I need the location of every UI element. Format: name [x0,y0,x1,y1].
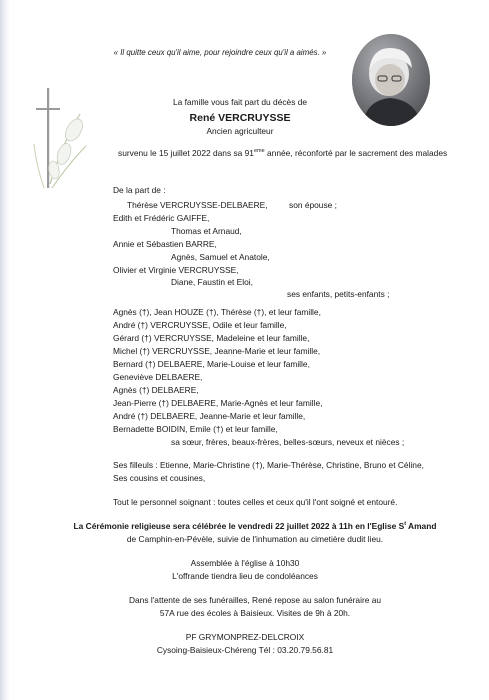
child-line: Olivier et Virginie VERCRUYSSE, [113,265,239,275]
child-line: Edith et Frédéric GAIFFE, [113,213,210,223]
sibling-line: Michel (†) VERCRUYSSE, Jeanne-Marie et leur famille, [113,346,321,356]
ceremony-line-2: de Camphin-en-Pévèle, suivie de l'inhumation au cimetière dudit lieu. [126,534,384,544]
death-line [118,149,447,157]
sibling-line: Jean-Pierre (†) DELBAERE, Marie-Agnès et leur famille, [113,398,323,408]
death-line-post: année, réconforté par le sacrement des malades [264,148,448,158]
godchildren-line: Ses filleuls : Etienne, Marie-Christine (†), Marie-Thérèse, Christine, Bruno et Céline, [113,460,424,470]
deceased-title: Ancien agriculteur [206,126,274,136]
sibling-line: Bernadette BOIDIN, Emile (†) et leur famille, [113,424,278,434]
child-line: Diane, Faustin et Eloi, [171,277,253,287]
pf-name: PF GRYMONPREZ-DELCROIX [185,632,305,642]
sibling-line: André (†) DELBAERE, Jeanne-Marie et leur famille, [113,411,306,421]
spouse-role: son épouse ; [289,200,337,210]
sibling-line: Agnès (†), Jean HOUZE (†), Thérèse (†), et leur famille, [113,307,321,317]
children-role: ses enfants, petits-enfants ; [287,289,390,299]
announce-text: La famille vous fait part du décès de [172,97,308,107]
child-line: Agnès, Samuel et Anatole, [171,252,270,262]
sibling-line: Gérard (†) VERCRUYSSE, Madeleine et leur famille, [113,333,310,343]
family-intro: De la part de : [113,185,166,195]
portrait-photo [352,34,430,126]
ceremony-text-end: Amand [406,521,437,531]
sibling-line: Agnès (†) DELBAERE, [113,385,199,395]
pf-contact: Cysoing-Baisieux-Chéreng Tél : 03.20.79.56.81 [156,645,334,655]
child-line: Thomas et Arnaud, [171,226,242,236]
deceased-name: René VERCRUYSSE [189,112,291,124]
siblings-role: sa sœur, frères, beaux-frères, belles-sœurs, neveux et nièces ; [171,437,405,447]
cousins-line: Ses cousins et cousines, [113,473,206,483]
ceremony-sup: t [404,521,407,528]
funeral-line-1: Dans l'attente de ses funérailles, René repose au salon funéraire au [128,595,382,605]
page-edge-shadow [0,0,10,700]
cross-lily-decoration [30,84,90,194]
portrait-photo-art [352,34,430,126]
sibling-line: Geneviève DELBAERE, [113,372,203,382]
quote-text: « Il quitte ceux qu'il aime, pour rejoindre ceux qu'il a aimés. » [113,48,327,57]
ceremony-line [40,522,470,530]
death-line-sup: eme [253,148,265,155]
assembly-line: Assemblée à l'église à 10h30 [190,558,300,568]
spouse-line: Thérèse VERCRUYSSE-DELBAERE, [127,200,268,210]
child-line: Annie et Sébastien BARRE, [113,239,217,249]
death-line-pre: survenu le 15 juillet 2022 dans sa 91 [118,148,254,158]
funeral-line-2: 57A rue des écoles à Baisieux. Visites de 9h à 20h. [159,608,351,618]
ceremony-text: La Cérémonie religieuse sera célébrée le vendredi 22 juillet 2022 à 11h en l'Eglise S [73,521,405,531]
sibling-line: Bernard (†) DELBAERE, Marie-Louise et leur famille, [113,359,310,369]
staff-line: Tout le personnel soignant : toutes celles et ceux qu'il l'ont soigné et entouré. [113,497,398,507]
sibling-line: André (†) VERCRUYSSE, Odile et leur famille, [113,320,287,330]
offering-line: L'offrande tiendra lieu de condoléances [172,571,318,581]
